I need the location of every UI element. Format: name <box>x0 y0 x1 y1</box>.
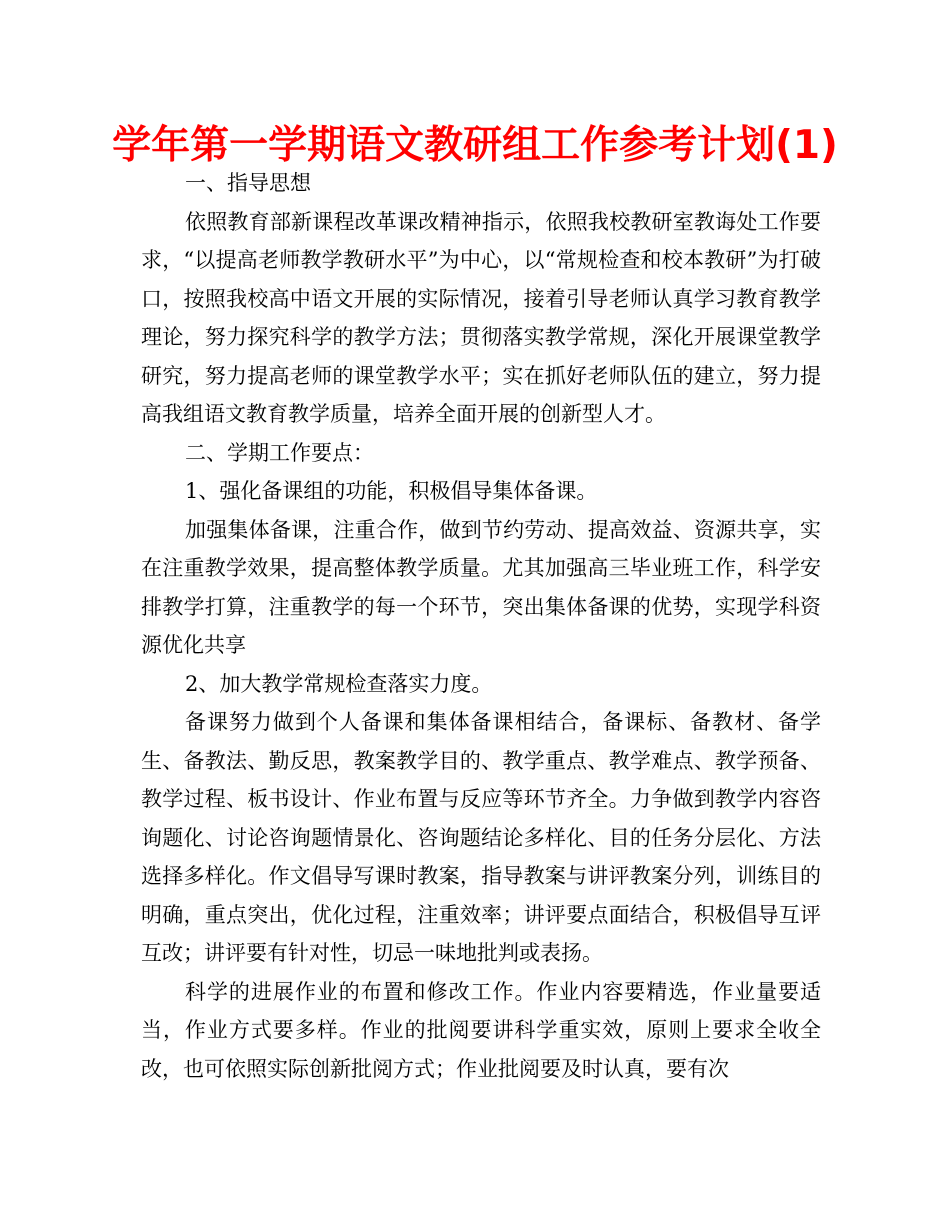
document-title: 学年第一学期语文教研组工作参考计划(1) <box>112 123 838 168</box>
list-item-heading: 1、强化备课组的功能，积极倡导集体备课。 <box>185 479 598 503</box>
document-body <box>141 164 821 1088</box>
body-paragraph: 科学的进展作业的布置和修改工作。作业内容要精选，作业量要适当，作业方式要多样。作业的批阅要讲科学重实效，原则上要求全收全改，也可依照实际创新批阅方式；作业批阅要及时认真，要有次 <box>141 979 821 1081</box>
list-item-heading: 2、加大教学常规检查落实力度。 <box>185 671 493 696</box>
body-paragraph: 加强集体备课，注重合作，做到节约劳动、提高效益、资源共享，实在注重教学效果，提高整体教学质量。尤其加强高三毕业班工作，科学安排教学打算，注重教学的每一个环节，突出集体备课的优势，实现学科资源优化共享 <box>141 517 821 657</box>
section-heading-work-points: 二、学期工作要点： <box>185 440 374 465</box>
body-paragraph: 依照教育部新课程改革课改精神指示，依照我校教研室教诲处工作要求，“以提高老师教学教研水平”为中心，以“常规检查和校本教研”为打破口，按照我校高中语文开展的实际情况，接着引导老师认真学习教育教学理论，努力探究科学的教学方法；贯彻落实教学常规，深化开展课堂教学研究，努力提高老师的课堂教学水平；实在抓好老师队伍的建立，努力提高我组语文教育教学质量，培养全面开展的创新型人才。 <box>141 209 821 426</box>
body-paragraph: 备课努力做到个人备课和集体备课相结合，备课标、备教材、备学生、备教法、勤反思，教案教学目的、教学重点、教学难点、教学预备、教学过程、板书设计、作业布置与反应等环节齐全。力争做到教学内容咨询题化、讨论咨询题情景化、咨询题结论多样化、目的任务分层化、方法选择多样化。作文倡导写课时教案，指导教案与讲评教案分列，训练目的明确，重点突出，优化过程，注重效率；讲评要点面结合，积极倡导互评互改；讲评要有针对性，切忌一味地批判或表扬。 <box>141 710 821 965</box>
section-heading-guiding-ideology: 一、指导思想 <box>185 171 311 195</box>
